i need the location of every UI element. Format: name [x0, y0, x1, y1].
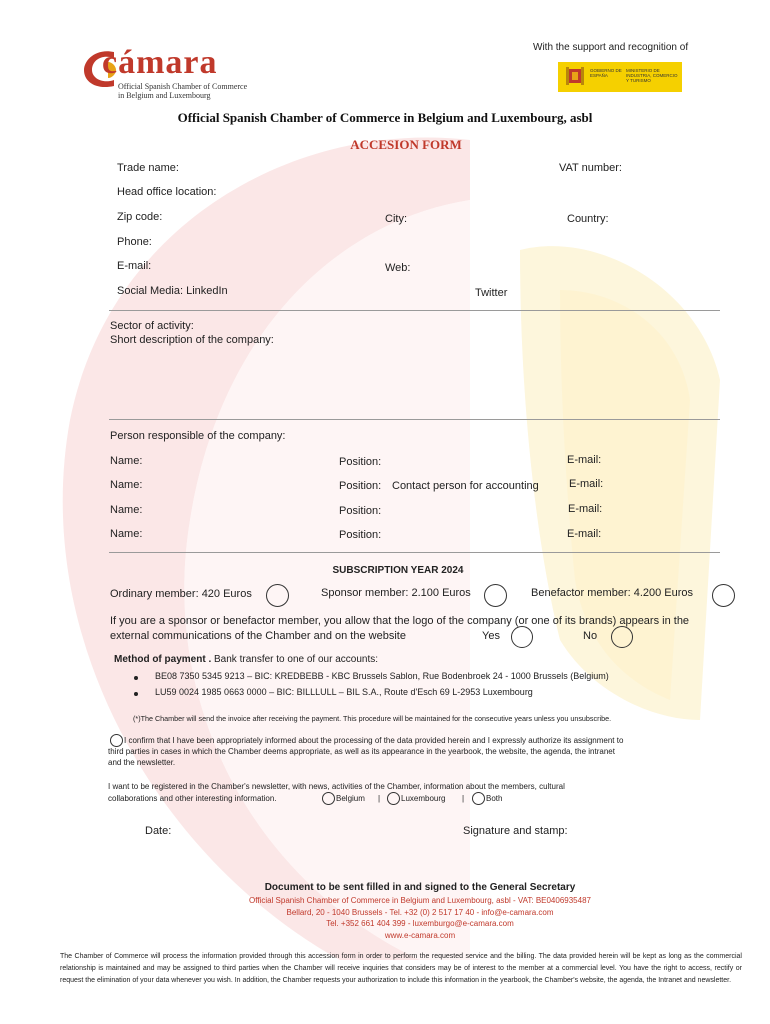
sponsor-member-radio[interactable]	[484, 584, 507, 607]
newsletter-luxembourg-label: Luxembourg	[401, 794, 446, 803]
support-text: With the support and recognition of	[533, 42, 689, 53]
payment-method-label: Method of payment .	[114, 654, 212, 665]
person-4-email-label[interactable]: E-mail:	[567, 528, 602, 540]
signature-label[interactable]: Signature and stamp:	[463, 825, 568, 837]
document-title: Official Spanish Chamber of Commerce in Belgium and Luxembourg, asbl	[177, 110, 593, 125]
ordinary-member-label: Ordinary member: 420 Euros	[110, 588, 252, 600]
consent-checkbox[interactable]	[110, 734, 123, 747]
country-label[interactable]: Country:	[567, 213, 609, 225]
ordinary-member-radio[interactable]	[266, 584, 289, 607]
divider-3	[109, 552, 720, 553]
accounting-contact-note: Contact person for accounting	[392, 480, 539, 492]
consent-text-3: and the newsletter.	[108, 758, 176, 767]
person-1-email-label[interactable]: E-mail:	[567, 454, 602, 466]
newsletter-text-2: collaborations and other interesting information.	[108, 794, 277, 803]
logo-permission-question-1: If you are a sponsor or benefactor member, you allow that the logo of the company (or one of its brands) appears in the	[110, 615, 690, 627]
social-media-label[interactable]: Social Media: LinkedIn	[117, 285, 228, 297]
twitter-label[interactable]: Twitter	[475, 287, 508, 299]
subscription-title: SUBSCRIPTION YEAR 2024	[332, 565, 464, 576]
payment-method-intro: Bank transfer to one of our accounts:	[211, 654, 378, 665]
head-office-label[interactable]: Head office location:	[117, 186, 217, 198]
email-label[interactable]: E-mail:	[117, 260, 152, 272]
person-4-position-label[interactable]: Position:	[339, 529, 382, 541]
logo-sub-2: in Belgium and Luxembourg	[118, 91, 211, 100]
bullet-2	[134, 692, 138, 696]
short-description-label[interactable]: Short description of the company:	[110, 334, 274, 346]
payment-method	[114, 654, 378, 665]
newsletter-separator-2: |	[462, 794, 465, 803]
divider-2	[109, 419, 720, 420]
person-3-email-label[interactable]: E-mail:	[568, 503, 603, 515]
send-title: Document to be sent filled in and signed to the General Secretary	[264, 882, 576, 893]
bullet-1	[134, 676, 138, 680]
benefactor-member-radio[interactable]	[712, 584, 735, 607]
person-2-name-label[interactable]: Name:	[110, 479, 143, 491]
person-1-name-label[interactable]: Name:	[110, 455, 143, 467]
city-label[interactable]: City:	[385, 213, 407, 225]
bank-account-1: BE08 7350 5345 9213 – BIC: KREDBEBB - KBC Brussels Sablon, Rue Bodenbroek 24 - 1000 Brussels (Belgium)	[155, 671, 609, 681]
trade-name-label[interactable]: Trade name:	[117, 162, 179, 174]
person-responsible-title: Person responsible of the company:	[110, 430, 286, 442]
logo-no-radio[interactable]	[611, 626, 633, 648]
gov-text-1: GOBIERNO DE ESPAÑA	[590, 68, 622, 78]
newsletter-separator-1: |	[378, 794, 381, 803]
bank-account-2: LU59 0024 1985 0663 0000 – BIC: BILLLULL – BIL S.A., Route d'Esch 69 L-2953 Luxembourg	[155, 687, 533, 697]
person-1-position-label[interactable]: Position:	[339, 456, 382, 468]
person-4-name-label[interactable]: Name:	[110, 528, 143, 540]
send-line-3: Tel. +352 661 404 399 - luxemburgo@e-camara.com	[326, 919, 514, 928]
web-label[interactable]: Web:	[385, 262, 411, 274]
logo-no-label: No	[583, 630, 598, 642]
benefactor-member-label: Benefactor member: 4.200 Euros	[531, 587, 694, 599]
coat-of-arms-icon	[564, 65, 586, 89]
newsletter-luxembourg-radio[interactable]	[387, 792, 400, 805]
newsletter-both-label: Both	[486, 794, 503, 803]
send-line-1: Official Spanish Chamber of Commerce in Belgium and Luxembourg, asbl - VAT: BE0406935487	[249, 896, 591, 905]
invoice-note: (*)The Chamber will send the invoice after receiving the payment. This procedure will be maintained for the consecutive years unless you unsubscribe.	[133, 714, 612, 723]
sponsor-member-label: Sponsor member: 2.100 Euros	[321, 587, 471, 599]
divider-1	[109, 310, 720, 311]
gov-text-2: MINISTERIO DE INDUSTRIA, COMERCIO Y TURISMO	[626, 68, 678, 83]
person-3-position-label[interactable]: Position:	[339, 505, 382, 517]
logo-word: cámara	[102, 44, 218, 81]
person-2-position-label[interactable]: Position:	[339, 480, 382, 492]
logo-yes-radio[interactable]	[511, 626, 533, 648]
logo-permission-question-2: external communications of the Chamber and on the website	[110, 630, 406, 642]
sector-label[interactable]: Sector of activity:	[110, 320, 194, 332]
phone-label[interactable]: Phone:	[117, 236, 152, 248]
person-2-email-label[interactable]: E-mail:	[569, 478, 604, 490]
website-link[interactable]: www.e-camara.com	[384, 931, 456, 940]
date-label[interactable]: Date:	[145, 825, 172, 837]
zip-code-label[interactable]: Zip code:	[117, 211, 163, 223]
consent-text-2: third parties in cases in which the Chamber deems appropriate, as well as its appearance in the yearbook, the website, the agenda, the intranet	[108, 747, 615, 756]
send-line-2: Bellard, 20 - 1040 Brussels - Tel. +32 (0) 2 517 17 40 - info@e-camara.com	[286, 908, 554, 917]
newsletter-belgium-radio[interactable]	[322, 792, 335, 805]
newsletter-belgium-label: Belgium	[336, 794, 365, 803]
camara-logo	[82, 44, 272, 104]
person-3-name-label[interactable]: Name:	[110, 504, 143, 516]
form-title: ACCESION FORM	[350, 137, 462, 152]
logo-yes-label: Yes	[482, 630, 500, 642]
vat-number-label[interactable]: VAT number:	[559, 162, 622, 174]
consent-text-1: I confirm that I have been appropriately informed about the processing of the data provided herein and I expressly authorize its assignment to	[124, 736, 624, 745]
newsletter-both-radio[interactable]	[472, 792, 485, 805]
privacy-footer: The Chamber of Commerce will process the information provided through this accession form in order to perform the requested service and the billing. The data provided herein will be kept as long as the commercial relationship is maintained and may be assigned to third parties when the Chamber will receive inquiries that considers may be of interest to the member at a commercial level. You have the right to access, rectify or request the elimination of your data whenever you wish. In addition, the Chamber requests your authorization to include this information in the yearbook, the Chamber's website, the agenda, the Intranet and newsletter.	[60, 953, 742, 984]
newsletter-text-1: I want to be registered in the Chamber's newsletter, with news, activities of the Chamber, information about the members, cultural	[108, 782, 565, 791]
logo-sub-1: Official Spanish Chamber of Commerce	[118, 82, 248, 91]
gov-logo	[558, 62, 682, 92]
